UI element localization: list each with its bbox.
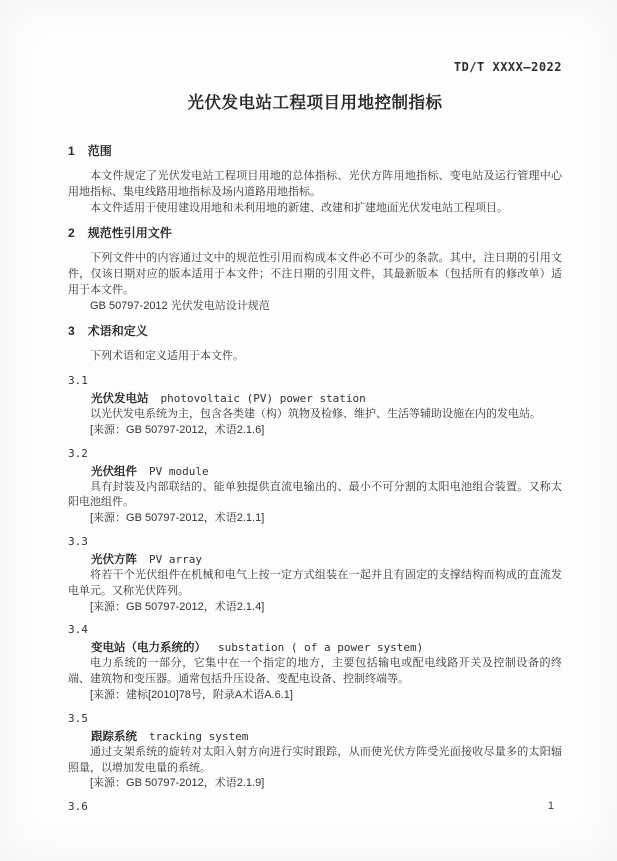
term-title — [68, 729, 562, 745]
normative-reference: GB 50797-2012 光伏发电站设计规范 — [90, 300, 270, 312]
term-definition: 具有封装及内部联结的、能单独提供直流电输出的、最小不可分割的太阳电池组合装置。又称太阳电池组件。 — [68, 480, 562, 509]
section-heading-label: 规范性引用文件 — [87, 226, 172, 240]
term-source: [来源：GB 50797-2012，术语2.1.1] — [90, 512, 265, 525]
term-definition: 通过支架系统的旋转对太阳入射方向进行实时跟踪，从而使光伏方阵受光面接收尽量多的太阳辐照量，以增加发电量的系统。 — [68, 745, 562, 774]
term-definition: 将若干个光伏组件在机械和电气上按一定方式组装在一起并且有固定的支撑结构而构成的直流发电单元。又称光伏阵列。 — [68, 568, 562, 597]
page-number: 1 — [547, 800, 554, 812]
term-number: 3.2 — [68, 446, 88, 460]
paragraph: 本文件适用于使用建设用地和未利用地的新建、改建和扩建地面光伏发电站工程项目。 — [90, 202, 508, 214]
section-heading-label: 范围 — [87, 144, 112, 158]
section-heading-terms — [68, 323, 562, 339]
term-name-zh: 变电站（电力系统的） — [91, 642, 206, 655]
paragraph: 本文件规定了光伏发电站工程项目用地的总体指标、光伏方阵用地指标、变电站及运行管理中心用地指标、集电线路用地指标及场内道路用地指标。 — [68, 170, 562, 198]
terms-intro: 下列术语和定义适用于本文件。 — [90, 350, 244, 362]
term-definition: 电力系统的一部分，它集中在一个指定的地方，主要包括输电或配电线路开关及控制设备的终端、建筑物和变压器。通常包括升压设备、变配电设备、控制终端等。 — [68, 657, 562, 686]
term-source: [来源：GB 50797-2012，术语2.1.6] — [90, 423, 265, 436]
term-definition: 以光伏发电系统为主，包含各类建（构）筑物及检修、维护、生活等辅助设施在内的发电站。 — [90, 408, 541, 420]
paragraph: 下列文件中的内容通过文中的规范性引用而构成本文件必不可少的条款。其中，注日期的引用文件，仅该日期对应的版本适用于本文件；不注日期的引用文件，其最新版本（包括所有的修改单）适用于本文件。 — [68, 252, 562, 296]
term-title — [68, 552, 562, 568]
term-name-en: photovoltaic (PV) power station — [160, 392, 366, 405]
section-number: 2 — [68, 226, 75, 240]
term-number: 3.4 — [68, 623, 88, 637]
term-source: [来源：建标[2010]78号，附录A术语A.6.1] — [90, 688, 293, 701]
term-title — [68, 640, 562, 656]
term-name-en: PV module — [149, 464, 209, 478]
term-name-en: PV array — [149, 552, 202, 566]
term-name-zh: 光伏方阵 — [91, 553, 137, 566]
term-number: 3.1 — [68, 374, 88, 387]
section-heading-normative-references — [68, 225, 562, 241]
term-source: [来源：GB 50797-2012，术语2.1.9] — [90, 777, 265, 790]
term-number: 3.5 — [68, 711, 88, 725]
term-name-zh: 光伏组件 — [91, 465, 137, 478]
page-title: 光伏发电站工程项目用地控制指标 — [187, 94, 443, 112]
section-heading-label: 术语和定义 — [87, 324, 148, 338]
term-source: [来源：GB 50797-2012，术语2.1.4] — [90, 600, 265, 613]
term-title — [68, 391, 562, 407]
section-number: 1 — [68, 144, 75, 158]
term-name-en: tracking system — [149, 729, 249, 743]
term-number: 3.6 — [68, 800, 88, 814]
term-name-en: substation ( of a power system) — [218, 641, 424, 655]
doc-number: TD/T XXXX—2022 — [453, 60, 562, 74]
term-title — [68, 464, 562, 480]
term-name-zh: 光伏发电站 — [91, 393, 149, 405]
term-name-zh: 跟踪系统 — [91, 730, 137, 743]
section-heading-scope — [68, 143, 562, 159]
term-number: 3.3 — [68, 534, 88, 548]
section-number: 3 — [68, 324, 75, 338]
